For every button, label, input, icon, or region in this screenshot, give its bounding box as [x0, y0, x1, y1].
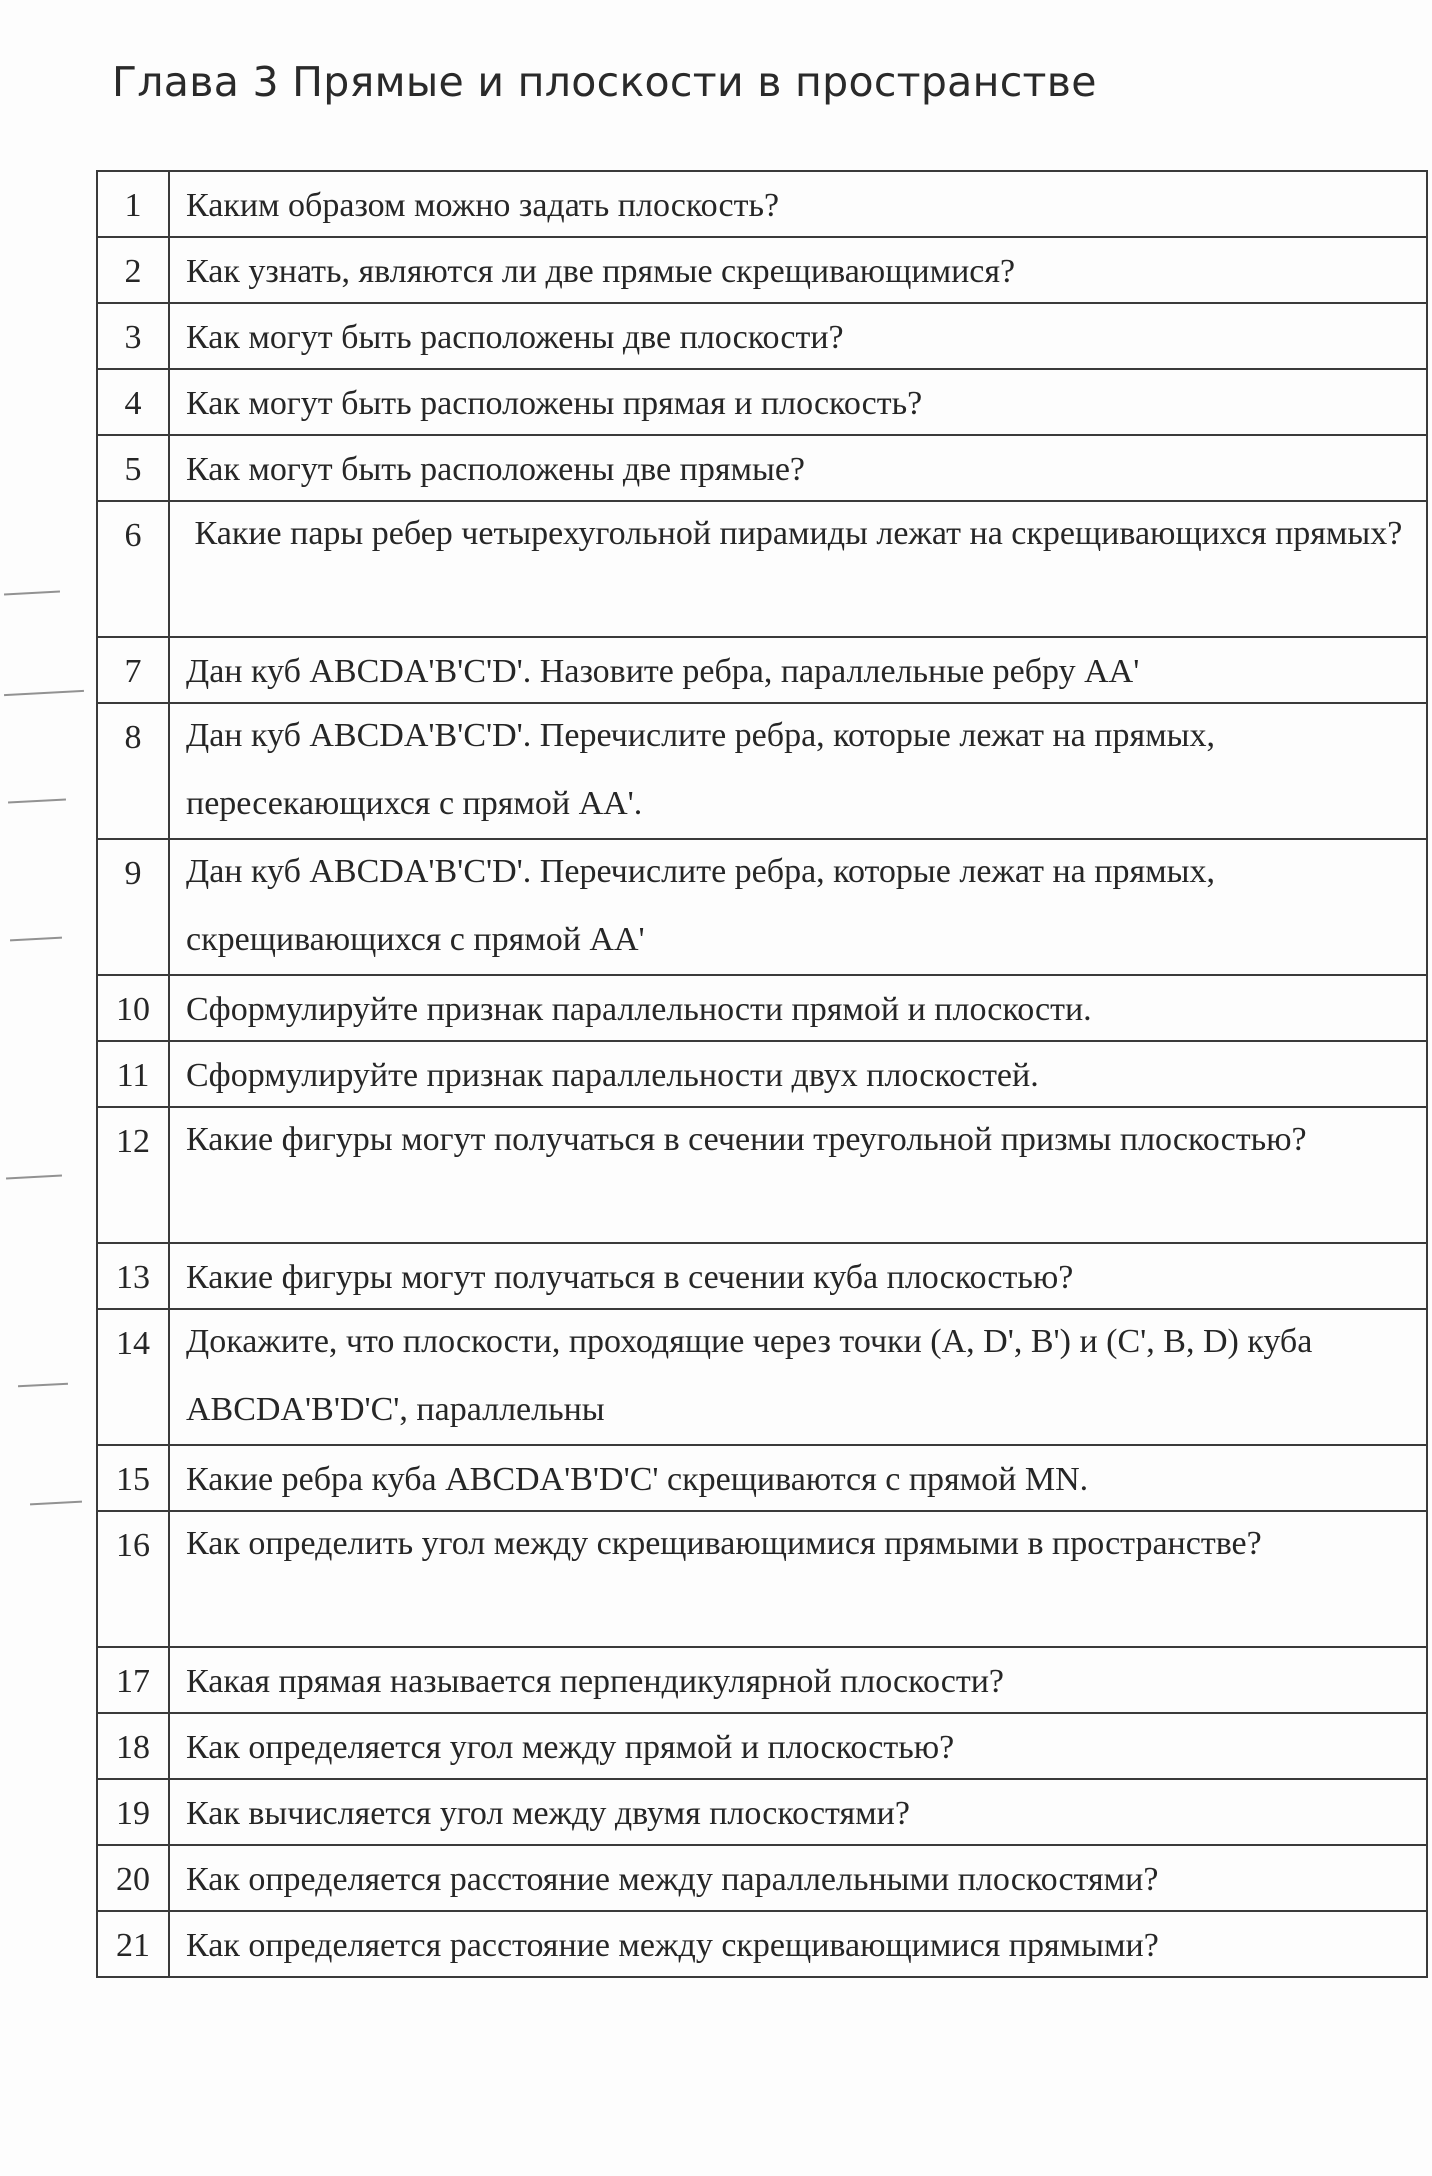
- margin-pencil-mark: [10, 937, 62, 942]
- question-row: [97, 1445, 1427, 1511]
- chapter-title: Глава 3 Прямые и плоскости в пространстве: [112, 58, 1097, 106]
- question-number: 1: [97, 171, 169, 237]
- margin-pencil-mark: [4, 591, 60, 596]
- question-text: Докажите, что плоскости, проходящие через точки (A, D', B') и (C', B, D) куба ABCDA'B'D'C', параллельны: [186, 1323, 1321, 1428]
- questions-table: [96, 170, 1428, 1978]
- question-text: Как вычисляется угол между двумя плоскостями?: [186, 1795, 910, 1832]
- question-number: 8: [97, 703, 169, 839]
- question-text: Как определяется расстояние между параллельными плоскостями?: [186, 1861, 1159, 1898]
- question-text: Дан куб ABCDA'B'C'D'. Перечислите ребра, которые лежат на прямых, пересекающихся с прямой AA'.: [186, 717, 1224, 822]
- margin-pencil-mark: [4, 690, 84, 696]
- question-row: [97, 1779, 1427, 1845]
- question-text: Как могут быть расположены две прямые?: [186, 451, 806, 488]
- question-number: 12: [97, 1107, 169, 1243]
- question-text-cell: [169, 1713, 1427, 1779]
- margin-pencil-mark: [18, 1383, 68, 1388]
- question-number: 13: [97, 1243, 169, 1309]
- question-text: Какие пары ребер четырехугольной пирамиды лежат на скрещивающихся прямых?: [186, 515, 1403, 552]
- question-row: [97, 975, 1427, 1041]
- question-number: 19: [97, 1779, 169, 1845]
- question-text-cell: [169, 1309, 1427, 1445]
- question-number: 16: [97, 1511, 169, 1647]
- question-row: [97, 637, 1427, 703]
- question-row: [97, 1107, 1427, 1243]
- question-text-cell: [169, 1647, 1427, 1713]
- question-number: 10: [97, 975, 169, 1041]
- question-number: 21: [97, 1911, 169, 1977]
- question-row: [97, 237, 1427, 303]
- question-text-cell: [169, 1845, 1427, 1911]
- question-text-cell: [169, 1041, 1427, 1107]
- question-number: 18: [97, 1713, 169, 1779]
- question-text: Сформулируйте признак параллельности двух плоскостей.: [186, 1057, 1039, 1094]
- question-text-cell: [169, 1911, 1427, 1977]
- question-text-cell: [169, 975, 1427, 1041]
- question-number: 5: [97, 435, 169, 501]
- question-row: [97, 501, 1427, 637]
- question-text: Как узнать, являются ли две прямые скрещивающимися?: [186, 253, 1016, 290]
- question-text: Как определить угол между скрещивающимися прямыми в пространстве?: [186, 1525, 1262, 1562]
- question-text: Дан куб ABCDA'B'C'D'. Перечислите ребра, которые лежат на прямых, скрещивающихся с прямой AA': [186, 853, 1224, 958]
- question-row: [97, 839, 1427, 975]
- question-number: 3: [97, 303, 169, 369]
- question-number: 15: [97, 1445, 169, 1511]
- question-row: [97, 303, 1427, 369]
- question-row: [97, 703, 1427, 839]
- question-text: Дан куб ABCDA'B'C'D'. Назовите ребра, параллельные ребру AA': [186, 653, 1140, 690]
- question-text-cell: [169, 1779, 1427, 1845]
- question-row: [97, 1243, 1427, 1309]
- question-text-cell: [169, 1511, 1427, 1647]
- question-text-cell: [169, 703, 1427, 839]
- question-number: 20: [97, 1845, 169, 1911]
- question-row: [97, 171, 1427, 237]
- question-row: [97, 1647, 1427, 1713]
- question-text-cell: [169, 369, 1427, 435]
- question-text-cell: [169, 637, 1427, 703]
- question-text: Какие ребра куба ABCDA'B'D'C' скрещиваются с прямой MN.: [186, 1461, 1089, 1498]
- question-text-cell: [169, 435, 1427, 501]
- question-row: [97, 1911, 1427, 1977]
- question-number: 11: [97, 1041, 169, 1107]
- question-text-cell: [169, 171, 1427, 237]
- question-text: Как могут быть расположены две плоскости?: [186, 319, 844, 356]
- margin-pencil-mark: [6, 1175, 62, 1180]
- margin-pencil-mark: [8, 798, 66, 803]
- question-number: 2: [97, 237, 169, 303]
- question-text-cell: [169, 1243, 1427, 1309]
- question-text: Как определяется угол между прямой и плоскостью?: [186, 1729, 955, 1766]
- question-number: 17: [97, 1647, 169, 1713]
- question-number: 6: [97, 501, 169, 637]
- question-row: [97, 435, 1427, 501]
- question-row: [97, 1845, 1427, 1911]
- question-row: [97, 1041, 1427, 1107]
- question-row: [97, 1511, 1427, 1647]
- question-text-cell: [169, 839, 1427, 975]
- question-text: Как могут быть расположены прямая и плоскость?: [186, 385, 923, 422]
- question-text-cell: [169, 1107, 1427, 1243]
- question-text: Как определяется расстояние между скрещивающимися прямыми?: [186, 1927, 1159, 1964]
- question-row: [97, 1309, 1427, 1445]
- question-text: Каким образом можно задать плоскость?: [186, 187, 780, 224]
- question-row: [97, 1713, 1427, 1779]
- question-number: 9: [97, 839, 169, 975]
- question-text: Сформулируйте признак параллельности прямой и плоскости.: [186, 991, 1092, 1028]
- question-text: Какая прямая называется перпендикулярной плоскости?: [186, 1663, 1005, 1700]
- margin-pencil-mark: [30, 1501, 82, 1506]
- question-number: 7: [97, 637, 169, 703]
- questions-table-body: [97, 171, 1427, 1977]
- question-text: Какие фигуры могут получаться в сечении треугольной призмы плоскостью?: [186, 1121, 1307, 1158]
- question-row: [97, 369, 1427, 435]
- question-text-cell: [169, 501, 1427, 637]
- question-number: 14: [97, 1309, 169, 1445]
- question-text: Какие фигуры могут получаться в сечении куба плоскостью?: [186, 1259, 1074, 1296]
- question-number: 4: [97, 369, 169, 435]
- question-text-cell: [169, 237, 1427, 303]
- question-text-cell: [169, 1445, 1427, 1511]
- question-text-cell: [169, 303, 1427, 369]
